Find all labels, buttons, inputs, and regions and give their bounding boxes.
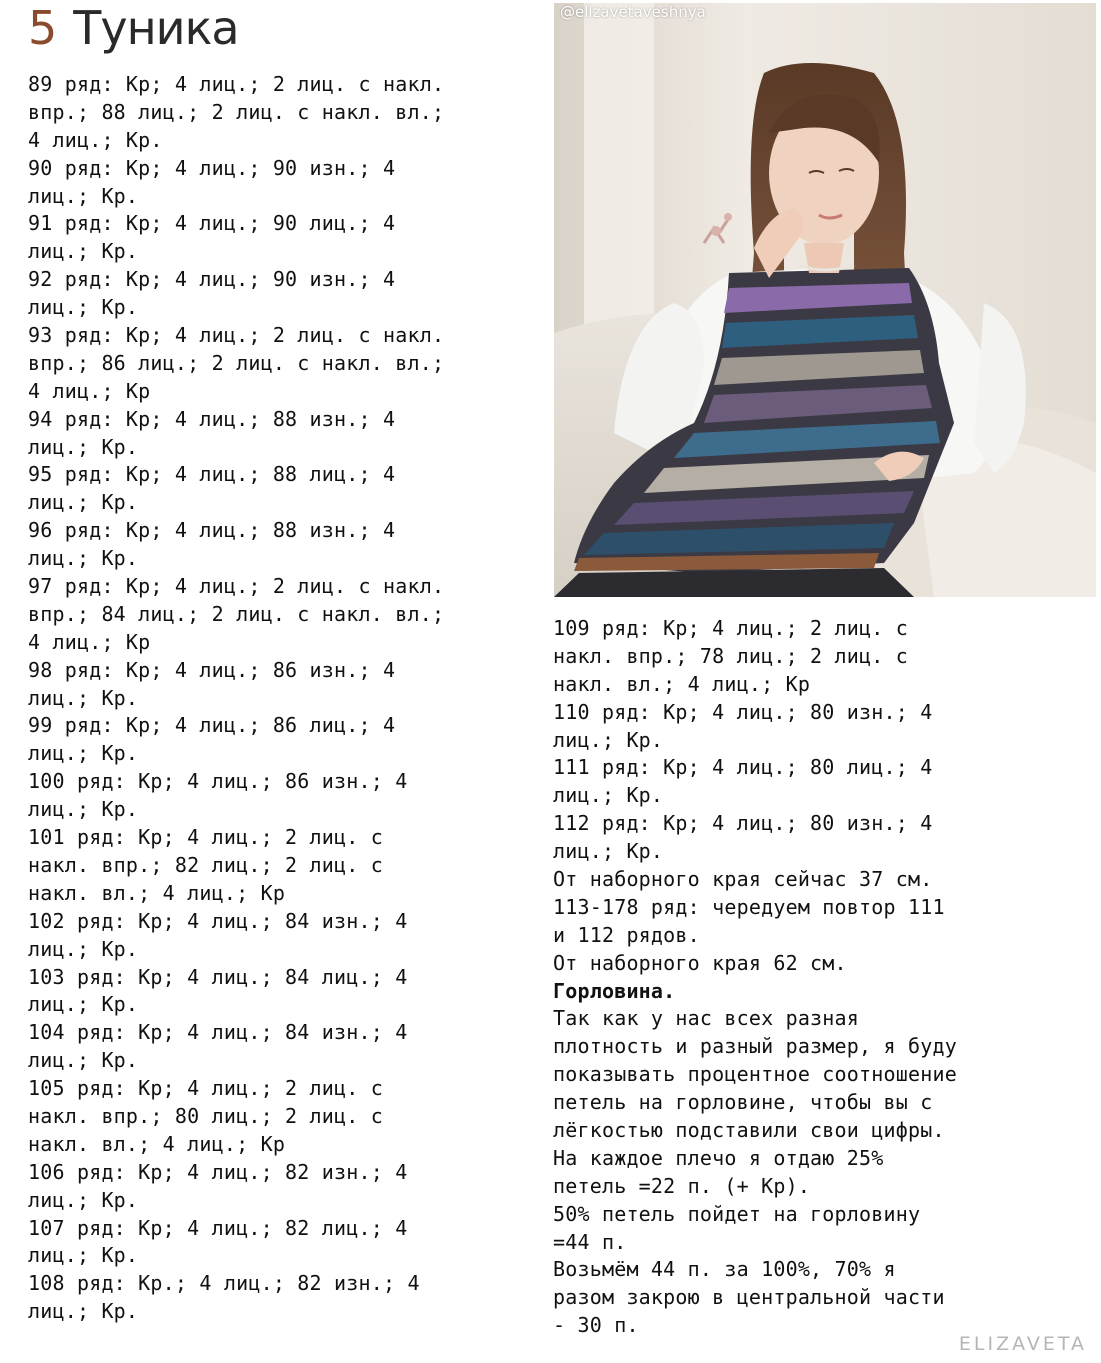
pattern-line: 102 ряд: Кр; 4 лиц.; 84 изн.; 4 [28, 908, 408, 933]
pattern-line: лиц.; Кр. [28, 183, 139, 208]
watermark: ELIZAVETA [958, 1333, 1087, 1355]
pattern-number: 5 [28, 1, 58, 55]
pattern-line: 93 ряд: Кр; 4 лиц.; 2 лиц. с накл. [28, 323, 445, 348]
pattern-line: 4 лиц.; Кр [28, 629, 151, 654]
pattern-line: накл. вл.; 4 лиц.; Кр [28, 1131, 286, 1156]
pattern-line: 90 ряд: Кр; 4 лиц.; 90 изн.; 4 [28, 155, 396, 180]
photo-woman-in-striped-knit-tunic [554, 3, 1096, 597]
pattern-line: впр.; 86 лиц.; 2 лиц. с накл. вл.; [28, 350, 445, 375]
pattern-line: лиц.; Кр. [553, 839, 664, 864]
pattern-line: На каждое плечо я отдаю 25% [553, 1145, 884, 1170]
pattern-line: накл. впр.; 78 лиц.; 2 лиц. с [553, 643, 908, 668]
pattern-line: 100 ряд: Кр; 4 лиц.; 86 изн.; 4 [28, 769, 408, 794]
pattern-line: 112 ряд: Кр; 4 лиц.; 80 изн.; 4 [553, 811, 933, 836]
pattern-line: лиц.; Кр. [28, 797, 139, 822]
pattern-line: лиц.; Кр. [28, 490, 139, 515]
pattern-line: Так как у нас всех разная [553, 1006, 860, 1031]
pattern-line: накл. впр.; 82 лиц.; 2 лиц. с [28, 852, 383, 877]
pattern-line: 4 лиц.; Кр. [28, 127, 163, 152]
pattern-line: 99 ряд: Кр; 4 лиц.; 86 лиц.; 4 [28, 713, 396, 738]
pattern-line: - 30 п. [553, 1313, 639, 1338]
pattern-line: 103 ряд: Кр; 4 лиц.; 84 лиц.; 4 [28, 964, 408, 989]
pattern-line: лиц.; Кр. [28, 685, 139, 710]
pattern-line: лиц.; Кр. [553, 727, 664, 752]
pattern-line: плотность и разный размер, я буду [553, 1034, 957, 1059]
pattern-line: =44 п. [553, 1229, 627, 1254]
pattern-line: лиц.; Кр. [28, 546, 139, 571]
pattern-line: лиц.; Кр. [553, 783, 664, 808]
pattern-line: Возьмём 44 п. за 100%, 70% я [553, 1257, 896, 1282]
pattern-line: показывать процентное соотношение [553, 1062, 957, 1087]
pattern-line: лиц.; Кр. [28, 1187, 139, 1212]
pattern-line: 95 ряд: Кр; 4 лиц.; 88 лиц.; 4 [28, 462, 396, 487]
pattern-line: лиц.; Кр. [28, 992, 139, 1017]
pattern-line: впр.; 84 лиц.; 2 лиц. с накл. вл.; [28, 601, 445, 626]
pattern-line: накл. вл.; 4 лиц.; Кр [553, 671, 811, 696]
pattern-line: От наборного края 62 см. [553, 950, 847, 975]
pattern-line: 97 ряд: Кр; 4 лиц.; 2 лиц. с накл. [28, 574, 445, 599]
pattern-line: 91 ряд: Кр; 4 лиц.; 90 лиц.; 4 [28, 211, 396, 236]
pattern-line: 4 лиц.; Кр [28, 378, 151, 403]
pattern-line: петель на горловине, чтобы вы с [553, 1090, 933, 1115]
pattern-line: 98 ряд: Кр; 4 лиц.; 86 изн.; 4 [28, 657, 396, 682]
page-title: Туника [73, 1, 239, 55]
pattern-line: лиц.; Кр. [28, 295, 139, 320]
pattern-line: лиц.; Кр. [28, 1299, 139, 1324]
left-text-column [28, 71, 444, 1326]
pattern-line: накл. вл.; 4 лиц.; Кр [28, 880, 286, 905]
pattern-line: От наборного края сейчас 37 см. [553, 867, 933, 892]
pattern-line: лиц.; Кр. [28, 741, 139, 766]
pattern-line: лиц.; Кр. [28, 1243, 139, 1268]
pattern-line: 94 ряд: Кр; 4 лиц.; 88 изн.; 4 [28, 406, 396, 431]
pattern-line: 110 ряд: Кр; 4 лиц.; 80 изн.; 4 [553, 699, 933, 724]
pattern-line: разом закрою в центральной части [553, 1285, 945, 1310]
pattern-line: петель =22 п. (+ Кр). [553, 1173, 811, 1198]
pattern-line: лиц.; Кр. [28, 239, 139, 264]
page-header [28, 0, 239, 60]
pattern-line: лиц.; Кр. [28, 434, 139, 459]
pattern-line: 106 ряд: Кр; 4 лиц.; 82 изн.; 4 [28, 1159, 408, 1184]
pattern-line: 96 ряд: Кр; 4 лиц.; 88 изн.; 4 [28, 518, 396, 543]
pattern-line: 92 ряд: Кр; 4 лиц.; 90 изн.; 4 [28, 267, 396, 292]
pattern-line: 111 ряд: Кр; 4 лиц.; 80 лиц.; 4 [553, 755, 933, 780]
pattern-line: 89 ряд: Кр; 4 лиц.; 2 лиц. с накл. [28, 72, 445, 96]
pattern-line: и 112 рядов. [553, 922, 700, 947]
pattern-line: лиц.; Кр. [28, 936, 139, 961]
pattern-line: накл. впр.; 80 лиц.; 2 лиц. с [28, 1103, 383, 1128]
pattern-line: 107 ряд: Кр; 4 лиц.; 82 лиц.; 4 [28, 1215, 408, 1240]
pattern-line: 104 ряд: Кр; 4 лиц.; 84 изн.; 4 [28, 1020, 408, 1045]
pattern-line: 50% петель пойдет на горловину [553, 1201, 921, 1226]
pattern-line: впр.; 88 лиц.; 2 лиц. с накл. вл.; [28, 99, 445, 124]
photo-author-handle: @elizavetaveshnya [560, 3, 706, 21]
pattern-line: 108 ряд: Кр.; 4 лиц.; 82 изн.; 4 [28, 1271, 420, 1296]
pattern-line: лиц.; Кр. [28, 1048, 139, 1073]
pattern-line: 105 ряд: Кр; 4 лиц.; 2 лиц. с [28, 1076, 383, 1101]
pattern-line: 109 ряд: Кр; 4 лиц.; 2 лиц. с [553, 616, 908, 640]
right-text-column [553, 615, 957, 1340]
pattern-line: лёгкостью подставили свои цифры. [553, 1118, 945, 1143]
pattern-line: 113-178 ряд: чередуем повтор 111 [553, 894, 945, 919]
pattern-line: 101 ряд: Кр; 4 лиц.; 2 лиц. с [28, 825, 383, 850]
section-heading: Горловина. [553, 978, 676, 1003]
